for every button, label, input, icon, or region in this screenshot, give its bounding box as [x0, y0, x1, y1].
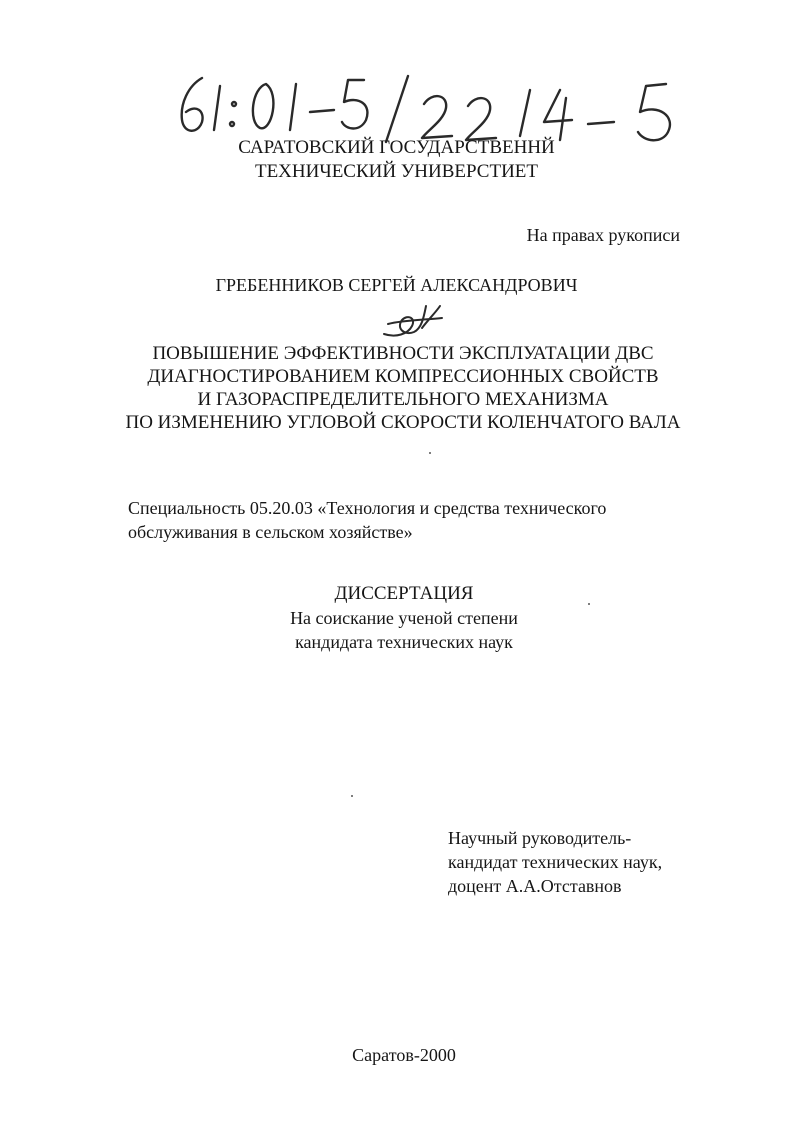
supervisor-line-2: кандидат технических наук,	[448, 852, 663, 872]
specialty-line-2: обслуживания в сельском хозяйстве»	[128, 522, 413, 542]
specialty-line-1: Специальность 05.20.03 «Технология и средства технического	[128, 498, 607, 518]
university-line-2: ТЕХНИЧЕСКИЙ УНИВЕРСТИЕТ	[254, 161, 539, 182]
scientific-supervisor	[448, 826, 748, 898]
author-signature	[378, 298, 448, 344]
scan-speck	[429, 452, 431, 454]
dissertation-degree-block	[0, 582, 793, 654]
author-name: ГРЕБЕННИКОВ СЕРГЕЙ АЛЕКСАНДРОВИЧ	[215, 275, 578, 295]
dissertation-title	[0, 342, 793, 434]
title-line-4: ПО ИЗМЕНЕНИЮ УГЛОВОЙ СКОРОСТИ КОЛЕНЧАТОГО ВАЛА	[125, 412, 681, 433]
degree-line-1: На соискание ученой степени	[290, 608, 518, 628]
scan-speck	[588, 603, 590, 605]
scan-speck	[351, 795, 353, 797]
title-line-1: ПОВЫШЕНИЕ ЭФФЕКТИВНОСТИ ЭКСПЛУАТАЦИИ ДВС	[152, 343, 654, 364]
title-line-3: И ГАЗОРАСПРЕДЕЛИТЕЛЬНОГО МЕХАНИЗМА	[197, 389, 609, 410]
university-name	[0, 136, 793, 184]
supervisor-line-1: Научный руководитель-	[448, 828, 632, 848]
title-line-2: ДИАГНОСТИРОВАНИЕМ КОМПРЕССИОННЫХ СВОЙСТВ	[147, 366, 659, 387]
manuscript-rights-note: На правах рукописи	[526, 225, 680, 245]
specialty-text	[128, 496, 688, 544]
city-and-year: Саратов-2000	[352, 1045, 456, 1065]
supervisor-line-3: доцент А.А.Отставнов	[448, 876, 622, 896]
dissertation-heading: ДИССЕРТАЦИЯ	[334, 583, 474, 604]
degree-line-2: кандидата технических наук	[295, 632, 513, 652]
university-line-1: САРАТОВСКИЙ ГОСУДАРСТВЕННЙ	[238, 137, 555, 158]
